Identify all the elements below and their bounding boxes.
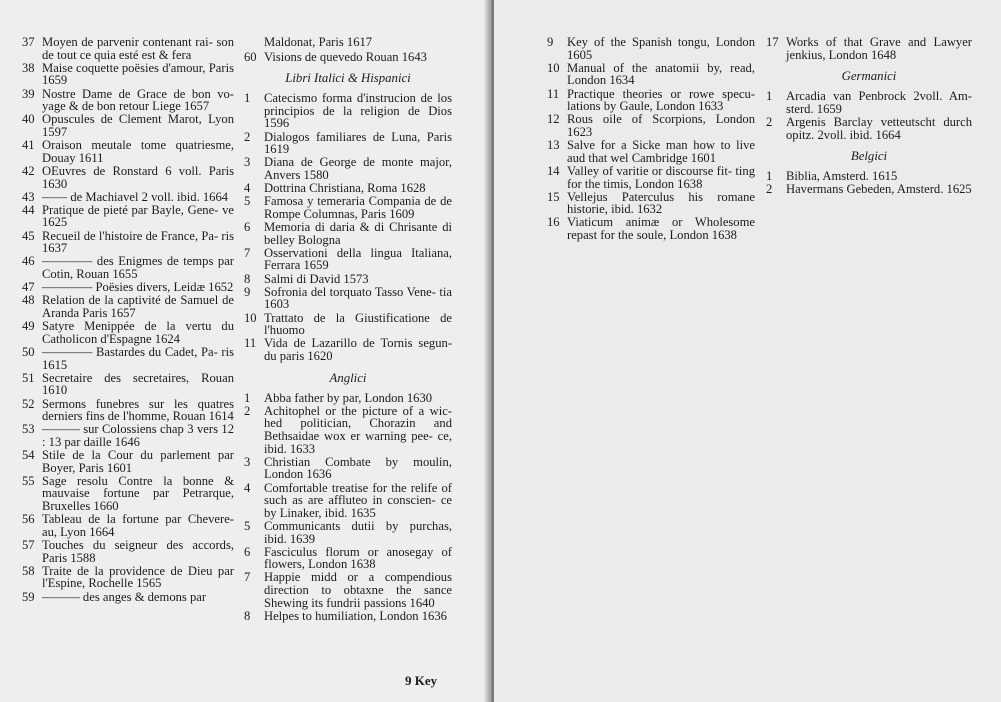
catalog-entry: [22, 294, 234, 319]
entry-number: 1: [244, 390, 251, 405]
entry-number: 16: [547, 215, 560, 230]
entry-text: Sofronia del torquato Tasso Vene- tia 1603: [264, 284, 452, 312]
entry-text: Opuscules de Clement Marot, Lyon 1597: [42, 112, 234, 139]
entry-text: OEuvres de Ronstard 6 voll. Paris 1630: [42, 163, 234, 191]
entry-number: 42: [22, 163, 35, 178]
section-heading-german: Germanici: [841, 69, 897, 84]
left-column-1: [22, 36, 234, 604]
section-heading-english: Anglici: [329, 370, 367, 385]
catalog-entry: [244, 456, 452, 481]
entry-number: 51: [22, 370, 35, 385]
catalog-entry: [547, 191, 755, 216]
entry-number: 2: [766, 182, 773, 197]
entry-text: Relation de la captivité de Samuel de Aranda Paris 1657: [42, 293, 234, 320]
entry-text: Moyen de parvenir contenant rai- son de tout ce quia esté est & fera: [42, 35, 234, 62]
entry-text: Salve for a Sicke man how to live aud that wel Cambridge 1601: [567, 138, 755, 165]
catalog-entry: [244, 92, 452, 130]
catalog-entry: [547, 139, 755, 164]
entry-number: 52: [22, 396, 35, 411]
entry-number: 6: [244, 544, 251, 559]
entry-text: Trattato de la Giustificatione de l'huomo: [264, 310, 452, 338]
entry-number: 9: [244, 284, 251, 299]
catalog-entry: [244, 392, 452, 405]
entry-number: 11: [244, 336, 257, 351]
continuation-line: Maldonat, Paris 1617: [264, 35, 373, 49]
entry-text: —— de Machiavel 2 voll. ibid. 1664: [42, 189, 229, 204]
catalog-entry: [22, 372, 234, 397]
right-column-1: [547, 36, 755, 242]
entry-text: Sage resolu Contre la bonne & mauvaise fortune par Petrarque, Bruxelles 1660: [42, 473, 234, 514]
entry-text: Dialogos familiares de Luna, Paris 1619: [264, 129, 452, 157]
catalog-entry: [547, 113, 755, 138]
catalog-entry: [244, 546, 452, 571]
catalog-entry: [22, 204, 234, 229]
catalog-entry: [244, 182, 452, 195]
left-column-2: [244, 36, 452, 623]
entry-text: Diana de George de monte major, Anvers 1580: [264, 155, 452, 182]
entry-number: 46: [22, 254, 35, 269]
entry-number: 57: [22, 538, 35, 553]
entry-number: 7: [244, 245, 251, 260]
entry-number: 2: [244, 129, 251, 144]
german-list: [766, 90, 972, 141]
entry-text: Satyre Menippée de la vertu du Catholicon d'Espagne 1624: [42, 319, 234, 346]
entry-number: 5: [244, 194, 251, 209]
entry-number: 1: [244, 91, 251, 106]
entry-text: Stile de la Cour du parlement par Boyer, Paris 1601: [42, 448, 234, 475]
section-heading-belgian: Belgici: [850, 149, 888, 164]
catalog-entry: [244, 51, 452, 64]
entry-text: Biblia, Amsterd. 1615: [786, 169, 898, 184]
entry-number: 4: [244, 480, 251, 495]
entry-text: Visions de quevedo Rouan 1643: [264, 49, 427, 64]
entry-number: 59: [22, 589, 35, 604]
entry-number: 45: [22, 228, 35, 243]
catalog-entry: [22, 62, 234, 87]
entry-number: 10: [244, 310, 257, 325]
entry-number: 13: [547, 138, 560, 153]
catalog-entry: [22, 88, 234, 113]
catalog-entry: [244, 337, 452, 362]
catalog-entry: [244, 610, 452, 623]
catalog-entry: [22, 449, 234, 474]
entry-number: 7: [244, 570, 251, 585]
catalog-entry: [766, 170, 972, 183]
catalog-entry: [244, 520, 452, 545]
entry-number: 4: [244, 181, 251, 196]
entry-number: 3: [244, 454, 251, 469]
entry-number: 10: [547, 60, 560, 75]
entry-text: Comfortable treatise for the relife of such as are affluteo in conscien- ce by Linaker, ibid. 1635: [264, 480, 452, 520]
right-column-2: [766, 36, 972, 197]
column2-top-entries: [766, 36, 972, 61]
italian-spanish-list: [244, 92, 452, 362]
catalog-entry: [244, 156, 452, 181]
entry-text: Achitophel or the picture of a wic- hed politician, Chorazin and Bethsaidae wox er warning pee- ce, ibid. 1633: [264, 403, 452, 456]
entry-number: 55: [22, 473, 35, 488]
catalog-entry: [22, 398, 234, 423]
entry-text: Maise coquette poësies d'amour, Paris 1659: [42, 60, 234, 88]
entry-text: Vida de Lazarillo de Tornis segun- du paris 1620: [264, 336, 452, 363]
entry-text: Arcadia van Penbrock 2voll. Am- sterd. 1659: [786, 89, 972, 116]
catalog-entry: [766, 116, 972, 141]
entry-number: 43: [22, 189, 35, 204]
entry-text: Sermons funebres sur les quatres derniers fins de l'homme, Rouan 1614: [42, 396, 234, 424]
entry-text: Catecismo forma d'instrucion de los principios de la religion de Dios 1596: [264, 91, 452, 131]
entry-number: 1: [766, 89, 773, 104]
catalog-entry: [766, 36, 972, 61]
catalog-entry: [244, 482, 452, 520]
entry-text: Memoria di daria & di Chrisante di belley Bologna: [264, 220, 452, 247]
entry-text: ———— Bastardes du Cadet, Pa- ris 1615: [42, 344, 234, 372]
catalog-entry: [244, 286, 452, 311]
entry-number: 12: [547, 112, 560, 127]
entry-text: Recueil de l'histoire de France, Pa- ris 1637: [42, 228, 234, 256]
entry-text: Vellejus Paterculus his romane historie, ibid. 1632: [567, 189, 755, 217]
catalog-entry: [22, 320, 234, 345]
entry-text: Pratique de pieté par Bayle, Gene- ve 1625: [42, 202, 234, 230]
entry-number: 47: [22, 280, 35, 295]
column2-top-entries: [244, 51, 452, 64]
catalog-entry: [547, 36, 755, 61]
entry-text: Tableau de la fortune par Chevere- au, Lyon 1664: [42, 512, 234, 539]
entry-text: Manual of the anatomii by, read, London 1634: [567, 60, 755, 88]
entry-number: 15: [547, 189, 560, 204]
catalog-entry: [22, 513, 234, 538]
entry-text: Helpes to humiliation, London 1636: [264, 608, 447, 623]
entry-number: 41: [22, 138, 35, 153]
catalog-entry: [22, 281, 234, 294]
entry-text: Christian Combate by moulin, London 1636: [264, 454, 452, 482]
entry-number: 58: [22, 563, 35, 578]
entry-number: 8: [244, 271, 251, 286]
entry-number: 54: [22, 448, 35, 463]
entry-text: ——— sur Colossiens chap 3 vers 12 : 13 par daille 1646: [42, 422, 234, 449]
entry-text: Famosa y temeraria Compania de de Rompe Columnas, Paris 1609: [264, 194, 452, 221]
entry-number: 8: [244, 608, 251, 623]
entry-text: Works of that Grave and Lawyer jenkius, London 1648: [786, 35, 972, 62]
entry-number: 14: [547, 163, 560, 178]
entry-number: 11: [547, 86, 560, 101]
entry-text: Viaticum animæ or Wholesome repast for the soule, London 1638: [567, 215, 755, 243]
entry-number: 1: [766, 169, 773, 184]
catalog-entry: [22, 139, 234, 164]
entry-number: 9: [547, 35, 554, 49]
catalog-entry: [22, 165, 234, 190]
entry-text: Salmi di David 1573: [264, 271, 369, 286]
entry-number: 39: [22, 86, 35, 101]
entry-number: 48: [22, 293, 35, 308]
entry-text: Nostre Dame de Grace de bon vo- yage & de bon retour Liege 1657: [42, 86, 234, 114]
entry-number: 37: [22, 35, 35, 49]
entry-number: 2: [244, 403, 251, 418]
catalog-entry: [547, 88, 755, 113]
catalog-entry: [22, 230, 234, 255]
entry-text: ———— des Enigmes de temps par Cotin, Rouan 1655: [42, 254, 234, 282]
catalog-entry: [766, 183, 972, 196]
catalog-entry: [244, 221, 452, 246]
section-heading-italian-spanish: Libri Italici & Hispanici: [285, 71, 411, 86]
entry-text: ———— Poësies divers, Leidæ 1652: [42, 280, 234, 295]
entry-number: 60: [244, 49, 257, 64]
catalog-entry: [547, 216, 755, 241]
left-page: [0, 0, 490, 702]
entry-text: Secretaire des secretaires, Rouan 1610: [42, 370, 234, 398]
catalog-entry: [244, 131, 452, 156]
entry-number: 50: [22, 344, 35, 359]
entry-number: 2: [766, 114, 773, 129]
entry-text: Valley of varitie or discourse fit- ting for the timis, London 1638: [567, 163, 755, 191]
catalog-entry: [22, 565, 234, 590]
entry-number: 44: [22, 202, 35, 217]
entry-text: Key of the Spanish tongu, London 1605: [567, 35, 755, 62]
entry-number: 38: [22, 60, 35, 75]
entry-text: Rous oile of Scorpions, London 1623: [567, 112, 755, 139]
entry-text: Osservationi della lingua Italiana, Ferrara 1659: [264, 245, 452, 273]
entry-number: 49: [22, 319, 35, 334]
catalog-entry: [244, 195, 452, 220]
catalog-entry: [547, 165, 755, 190]
entry-number: 40: [22, 112, 35, 127]
catalog-entry: [22, 423, 234, 448]
entry-number: 56: [22, 512, 35, 527]
entry-text: Fasciculus florum or anosegay of flowers, London 1638: [264, 544, 452, 572]
entry-text: Dottrina Christiana, Roma 1628: [264, 181, 426, 196]
catalog-entry: [244, 571, 452, 609]
catalog-entry: [244, 273, 452, 286]
catalog-entry: [22, 475, 234, 513]
entry-number: 53: [22, 422, 35, 437]
entry-text: Communicants dutii by purchas, ibid. 1639: [264, 518, 452, 546]
entry-number: 17: [766, 35, 779, 49]
catalog-entry: [766, 90, 972, 115]
entry-text: Havermans Gebeden, Amsterd. 1625: [786, 182, 972, 197]
entry-text: Touches du seigneur des accords, Paris 1588: [42, 538, 234, 565]
entry-text: Happie midd or a compendious direction to obtaxne the sance Shewing its fundrii passions 1640: [264, 570, 452, 610]
entry-text: Practique theories or rowe specu- lations by Gaule, London 1633: [567, 86, 755, 114]
belgian-list: [766, 170, 972, 196]
entry-text: Abba father by par, London 1630: [264, 390, 433, 405]
entry-text: Traite de la providence de Dieu par l'Espine, Rochelle 1565: [42, 563, 234, 591]
catalog-entry: [547, 62, 755, 87]
catalog-entry: [22, 36, 234, 61]
catalog-entry: [244, 312, 452, 337]
entry-number: 6: [244, 220, 251, 235]
entry-number: 5: [244, 518, 251, 533]
catalog-entry: [22, 539, 234, 564]
catalog-entry: [22, 191, 234, 204]
entry-text: Argenis Barclay vetteutscht durch opitz. 2voll. ibid. 1664: [786, 114, 972, 142]
entry-text: Oraison meutale tome quatriesme, Douay 1611: [42, 138, 234, 165]
catalog-entry: [244, 405, 452, 455]
right-page: [494, 0, 1001, 702]
entry-number: 3: [244, 155, 251, 170]
catalog-entry: [22, 255, 234, 280]
catchword: 9 Key: [405, 673, 438, 688]
catalog-entry: [22, 113, 234, 138]
catalog-entry: [22, 346, 234, 371]
english-list: [244, 392, 452, 623]
catalog-entry: [244, 247, 452, 272]
catalog-entry: [22, 591, 234, 604]
entry-text: ——— des anges & demons par: [42, 589, 207, 604]
